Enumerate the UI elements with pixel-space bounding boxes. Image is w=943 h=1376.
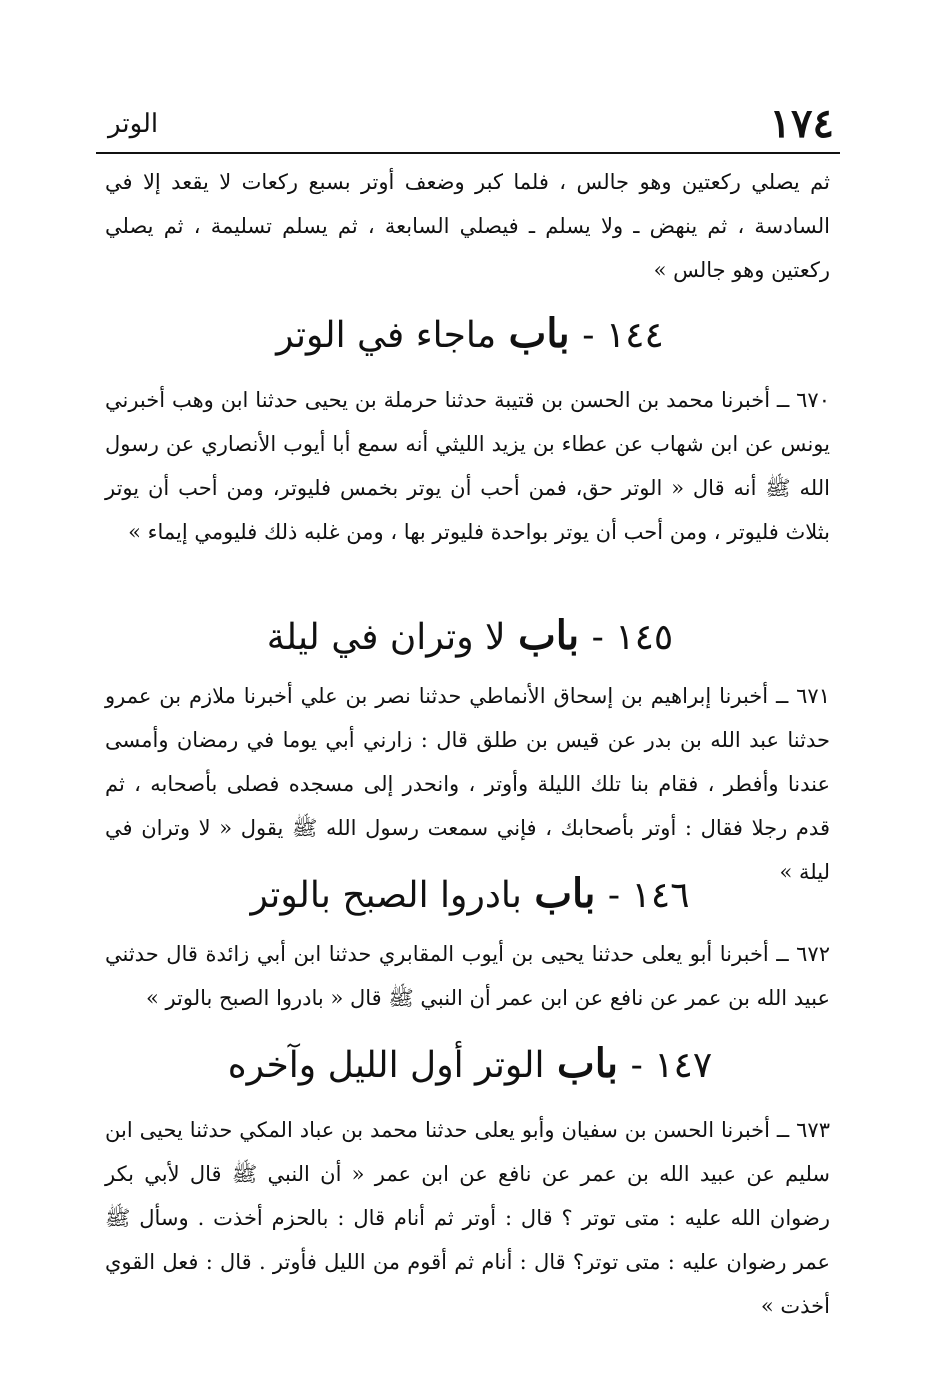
chapter-keyword: باب xyxy=(508,310,570,357)
chapter-title: بادروا الصبح بالوتر xyxy=(250,875,522,916)
chapter-number: ١٤٥ - xyxy=(591,617,674,658)
chapter-keyword: باب xyxy=(557,1040,619,1087)
chapter-title: الوتر أول الليل وآخره xyxy=(227,1045,545,1086)
chapter-number: ١٤٧ - xyxy=(630,1045,713,1086)
page-header xyxy=(100,98,840,150)
hadith-672: ٦٧٢ ــ أخبرنا أبو يعلى حدثنا يحيى بن أيوب المقابري حدثنا ابن أبي زائدة قال حدثني عبيد الله بن عمر عن نافع عن ابن عمر أن النبي ﷺ قال « بادروا الصبح بالوتر » xyxy=(105,942,830,1010)
chapter-keyword: باب xyxy=(518,612,580,659)
chapter-title: ماجاء في الوتر xyxy=(276,315,497,356)
chapter-heading-146 xyxy=(100,866,840,924)
intro-paragraph: ثم يصلي ركعتين وهو جالس ، فلما كبر وضعف أوتر بسبع ركعات لا يقعد إلا في السادسة ، ثم ينهض ـ ولا يسلم ـ فيصلي السابعة ، ثم يسلم تسليمة ، ثم يصلي ركعتين وهو جالس » xyxy=(105,170,830,282)
chapter-keyword: باب xyxy=(534,870,596,917)
chapter-title: لا وتران في ليلة xyxy=(266,617,506,658)
page-number: ١٧٤ xyxy=(769,100,834,147)
chapter-number: ١٤٤ - xyxy=(582,315,664,356)
hadith-671: ٦٧١ ــ أخبرنا إبراهيم بن إسحاق الأنماطي حدثنا نصر بن علي أخبرنا ملازم بن عمرو حدثنا عبد الله بن بدر عن قيس بن طلق قال : زارني أبي يوما في رمضان وأمسى عندنا وأفطر ، فقام بنا تلك الليلة وأوتر ، وانحدر إلى مسجده فصلى بأصحابه ، ثم قدم رجلا فقال : أوتر بأصحابك ، فإني سمعت رسول الله ﷺ يقول « لا وتران في ليلة » xyxy=(105,684,830,884)
header-rule xyxy=(96,152,840,154)
hadith-673: ٦٧٣ ــ أخبرنا الحسن بن سفيان وأبو يعلى حدثنا محمد بن عباد المكي حدثنا يحيى ابن سليم عن عبيد الله بن عمر عن نافع عن ابن عمر « أن النبي ﷺ قال لأبي بكر رضوان الله عليه : متى توتر ؟ قال : أوتر ثم أنام قال : بالحزم أخذت . وسأل ﷺ عمر رضوان عليه : متى توتر؟ قال : أنام ثم أقوم من الليل فأوتر . قال : فعل القوي أخذت » xyxy=(105,1118,830,1318)
hadith-670: ٦٧٠ ــ أخبرنا محمد بن الحسن بن قتيبة حدثنا حرملة بن يحيى حدثنا ابن وهب أخبرني يونس عن ابن شهاب عن عطاء بن يزيد الليثي أنه سمع أبا أيوب الأنصاري عن رسول الله ﷺ أنه قال « الوتر حق، فمن أحب أن يوتر بخمس فليوتر، ومن أحب أن يوتر بثلاث فليوتر ، ومن أحب أن يوتر بواحدة فليوتر بها ، ومن غلبه ذلك فليومي إيماء » xyxy=(105,388,830,544)
chapter-heading-144 xyxy=(100,306,840,364)
running-title: الوتر xyxy=(108,109,159,139)
chapter-heading-147 xyxy=(100,1036,840,1094)
chapter-heading-145 xyxy=(100,608,840,666)
chapter-number: ١٤٦ - xyxy=(607,875,690,916)
